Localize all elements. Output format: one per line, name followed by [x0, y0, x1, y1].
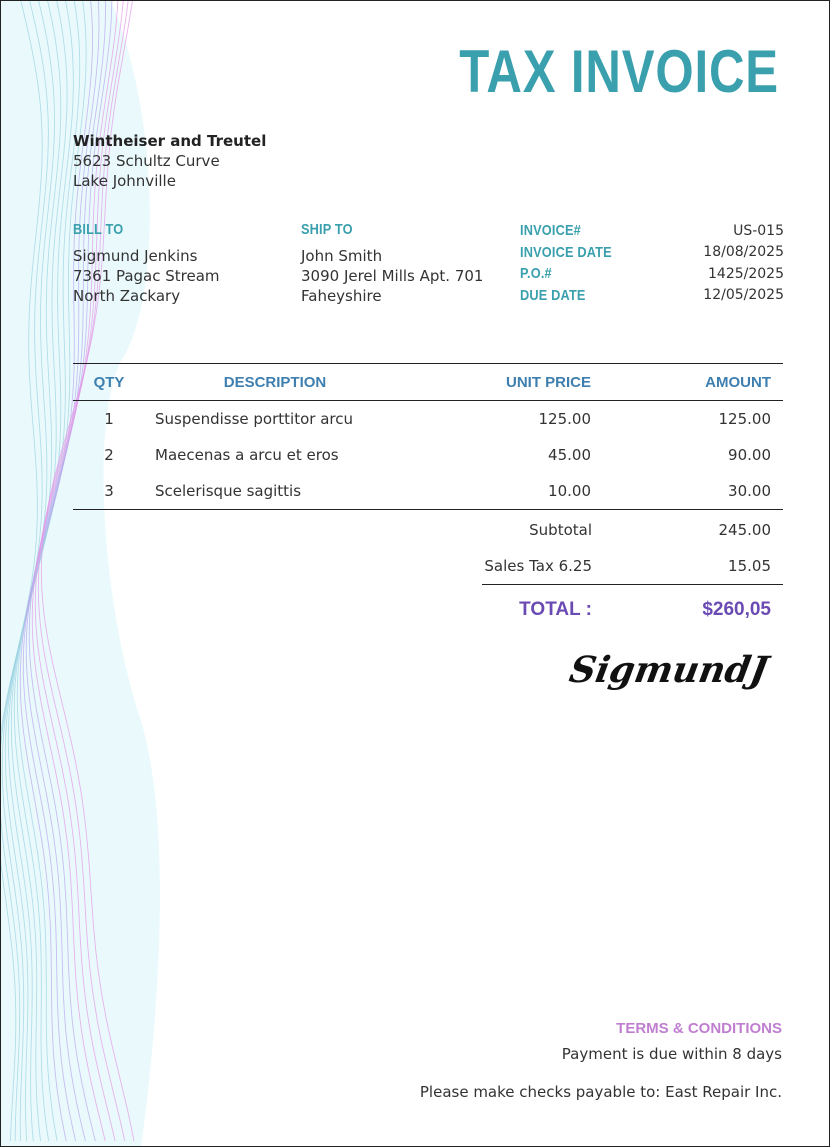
ship-to-address-line1: 3090 Jerel Mills Apt. 701 [301, 267, 484, 285]
cell-description: Scelerisque sagittis [155, 482, 302, 500]
company-name: Wintheiser and Treutel [73, 132, 267, 150]
table-row [73, 401, 783, 437]
bill-to-address-line1: 7361 Pagac Stream [73, 267, 220, 285]
cell-qty: 3 [104, 482, 114, 500]
header-qty: QTY [93, 373, 125, 391]
meta-value: 1425/2025 [708, 265, 784, 282]
bill-to-label: BILL TO [73, 221, 124, 238]
tax-label: Sales Tax 6.25 [484, 557, 592, 575]
totals-block [482, 512, 783, 635]
meta-row-po-number [520, 263, 784, 285]
meta-value: 18/08/2025 [703, 244, 784, 261]
cell-unit-price: 45.00 [548, 446, 591, 464]
terms-line1: Payment is due within 8 days [561, 1045, 782, 1063]
meta-label: P.O.# [520, 265, 552, 283]
total-value: $260,05 [702, 599, 771, 620]
total-row [482, 585, 783, 635]
header-unit-price: UNIT PRICE [505, 373, 591, 391]
table-row [73, 437, 783, 473]
cell-amount: 90.00 [728, 446, 771, 464]
subtotal-label: Subtotal [529, 521, 592, 539]
tax-value: 15.05 [728, 557, 771, 575]
terms-title: TERMS & CONDITIONS [616, 1020, 782, 1037]
cell-qty: 2 [104, 446, 114, 464]
invoice-meta [520, 220, 784, 306]
terms-block [420, 1020, 782, 1101]
bill-to-address-line2: North Zackary [73, 287, 181, 305]
ship-to-block [301, 220, 483, 306]
total-label: TOTAL : [519, 599, 592, 620]
ship-to-label: SHIP TO [301, 221, 353, 238]
cell-unit-price: 125.00 [538, 410, 591, 428]
cell-amount: 125.00 [718, 410, 771, 428]
meta-value: US-015 [733, 222, 784, 239]
meta-row-due-date [520, 285, 784, 307]
cell-description: Suspendisse porttitor arcu [155, 410, 353, 428]
ship-to-address-line2: Faheyshire [301, 287, 382, 305]
table-body [73, 401, 783, 510]
meta-row-invoice-date [520, 242, 784, 264]
meta-label: INVOICE# [520, 222, 581, 240]
subtotal-row [482, 512, 783, 548]
cell-qty: 1 [104, 410, 114, 428]
invoice-title: TAX INVOICE [459, 38, 779, 105]
bill-to-block [73, 220, 220, 306]
bill-to-name: Sigmund Jenkins [73, 247, 198, 265]
header-amount: AMOUNT [705, 373, 771, 391]
cell-unit-price: 10.00 [548, 482, 591, 500]
terms-line2: Please make checks payable to: East Repair Inc. [419, 1083, 782, 1101]
subtotal-value: 245.00 [718, 521, 771, 539]
company-address-line1: 5623 Schultz Curve [73, 152, 220, 170]
meta-label: INVOICE DATE [520, 243, 612, 261]
cell-amount: 30.00 [728, 482, 771, 500]
meta-label: DUE DATE [520, 286, 586, 304]
tax-row [482, 548, 783, 585]
company-address-line2: Lake Johnville [73, 172, 176, 190]
table-row [73, 473, 783, 509]
company-block [73, 131, 266, 191]
meta-value: 12/05/2025 [703, 287, 784, 304]
header-description: DESCRIPTION [223, 373, 327, 391]
table-header [73, 363, 783, 401]
ship-to-name: John Smith [301, 247, 383, 265]
signature: SigmundJ [565, 649, 771, 691]
line-items-table [73, 363, 783, 510]
meta-row-invoice-number [520, 220, 784, 242]
cell-description: Maecenas a arcu et eros [155, 446, 339, 464]
